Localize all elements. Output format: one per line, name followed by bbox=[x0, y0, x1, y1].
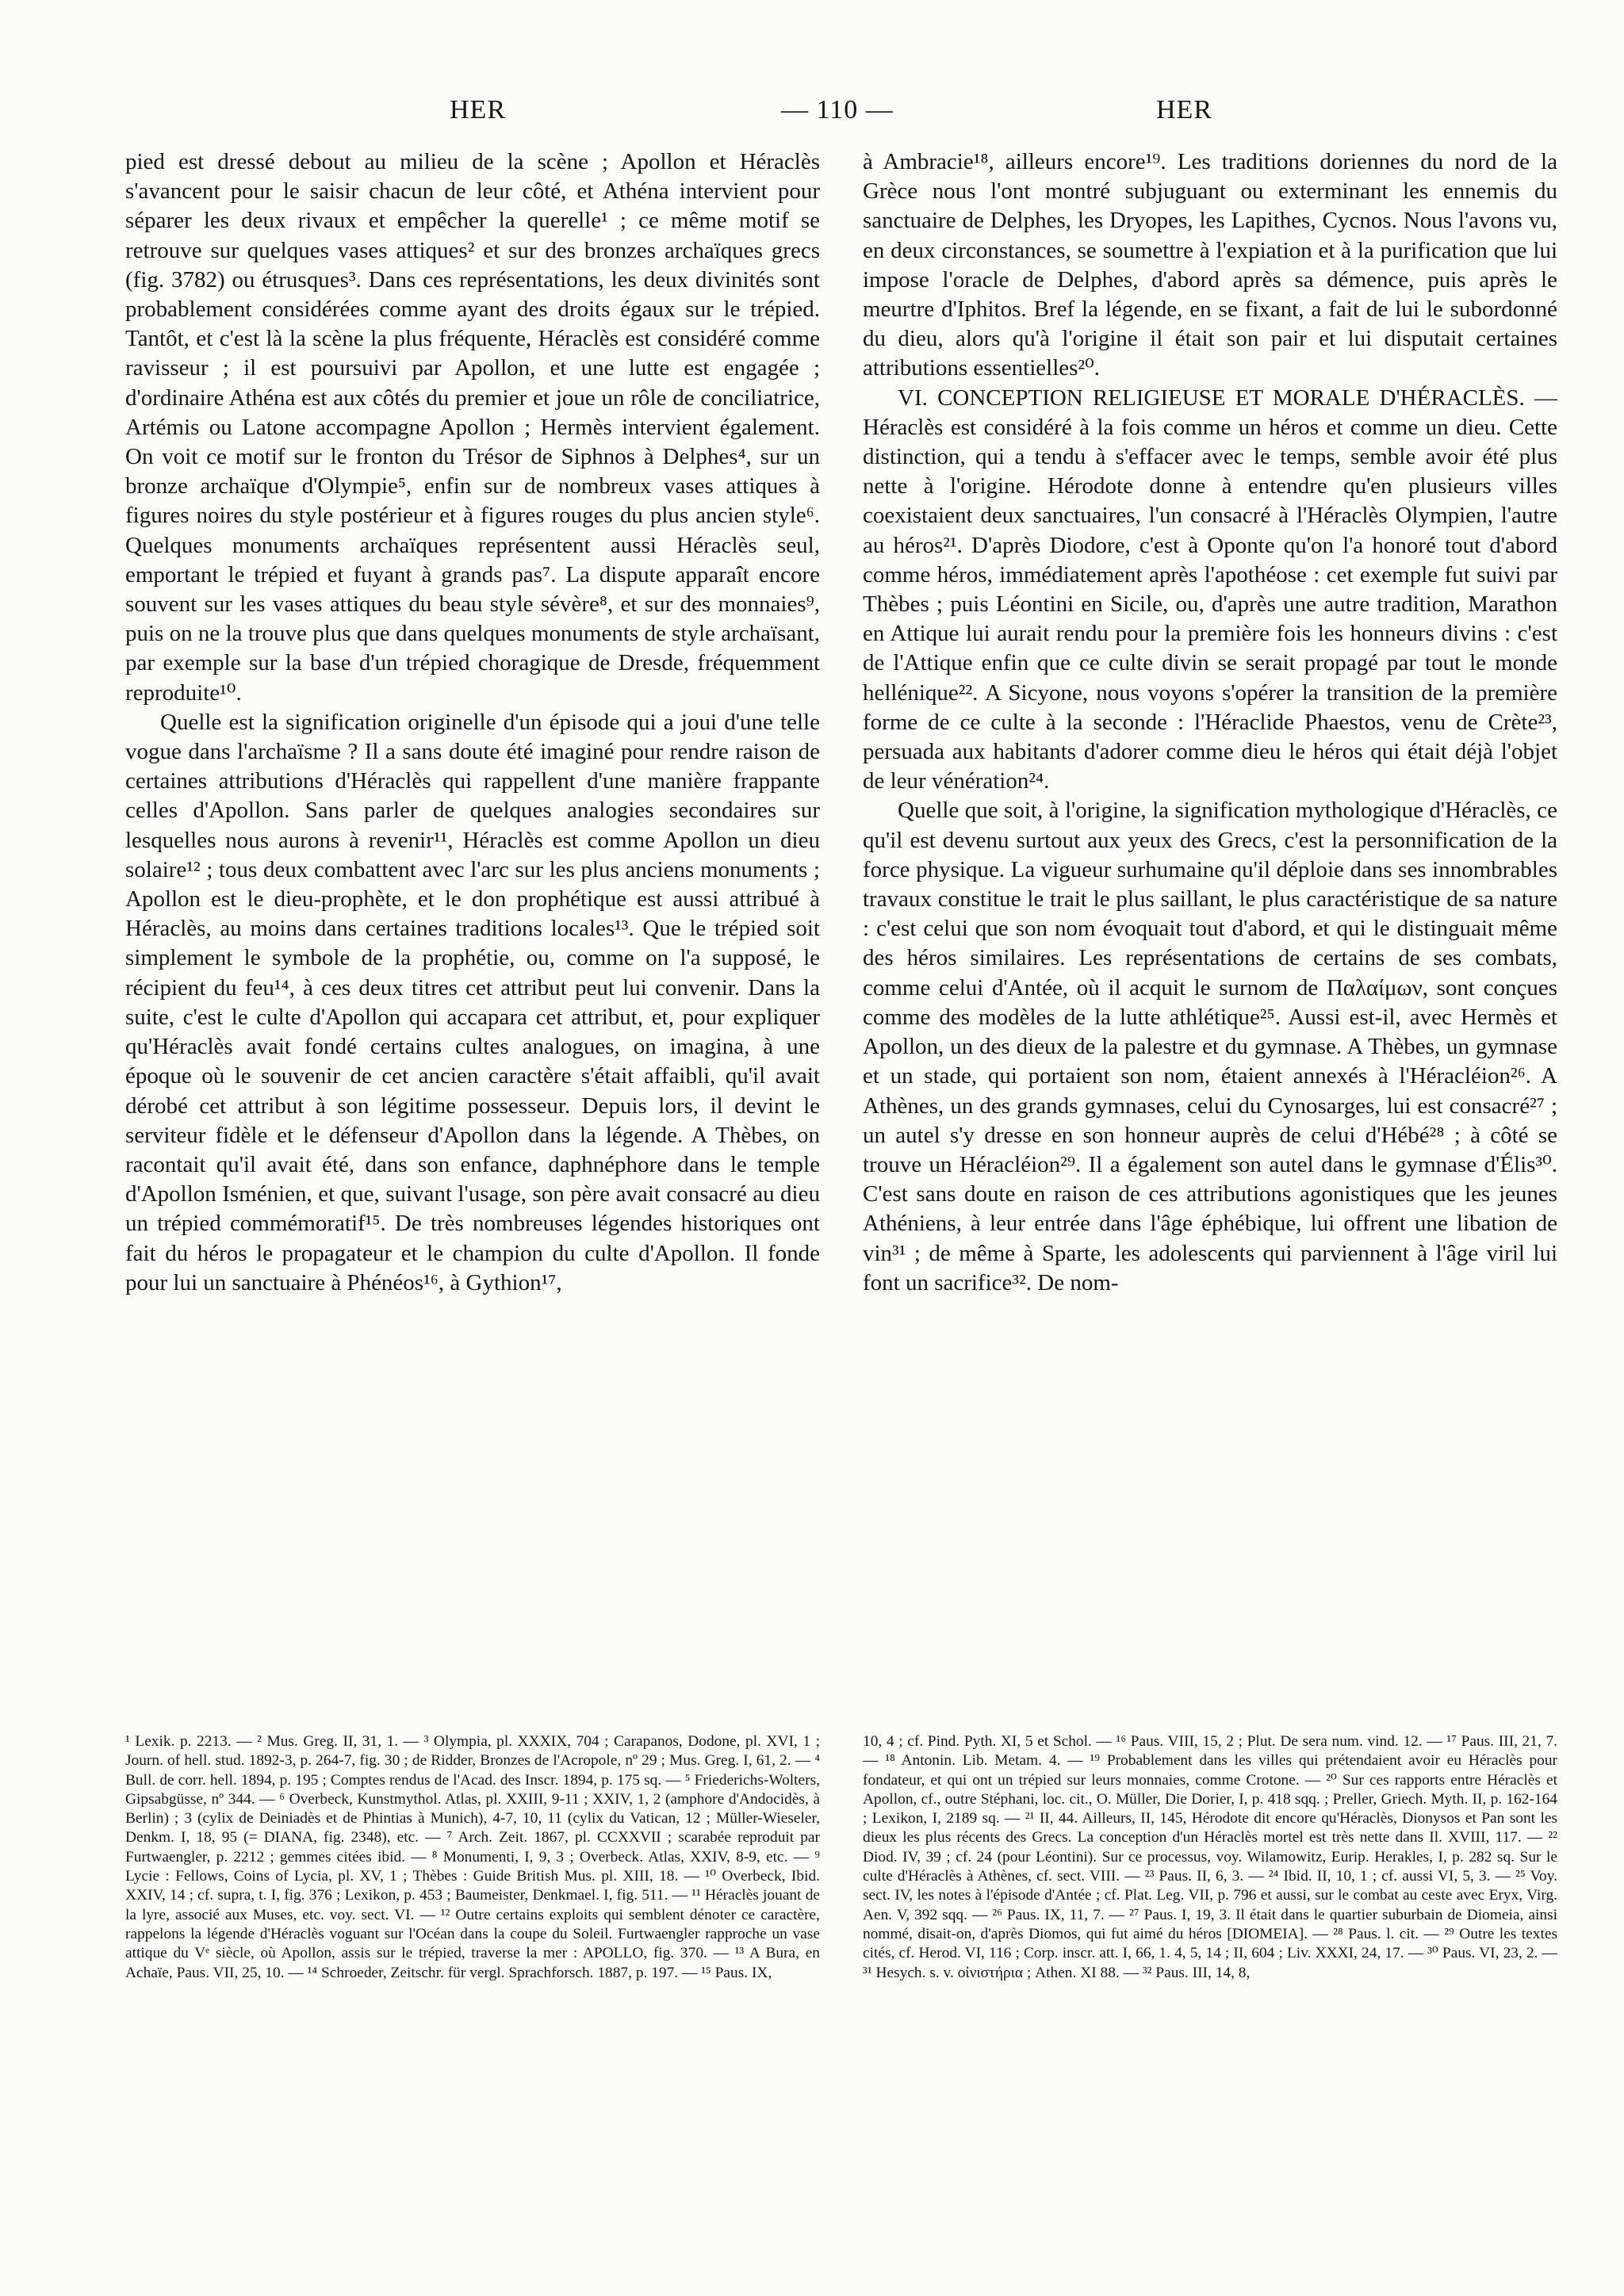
footnotes-right-text: 10, 4 ; cf. Pind. Pyth. XI, 5 et Schol. — ¹⁶ Paus. VIII, 15, 2 ; Plut. De sera num. vind. 12. — ¹⁷ Paus. III, 21, 7. — ¹⁸ Antonin. Lib. Metam. 4. — ¹⁹ Probablement dans les villes qui prétendaient avoir eu Héraclès pour fondateur, et qui ont un trépied sur leurs monnaies, comme Crotone. — ²⁰ Sur ces rapports entre Héraclès et Apollon, cf., outre Stéphani, loc. cit., O. Müller, Die Dorier, I, p. 418 sqq. ; Preller, Griech. Myth. II, p. 162-164 ; Lexikon, I, 2189 sq. — ²¹ II, 44. Ailleurs, II, 145, Hérodote dit encore qu'Héraclès, Dionysos et Pan sont les dieux les plus récents des Grecs. La conception d'un Héraclès mortel est très nette dans Il. XVIII, 117. — ²² Diod. IV, 39 ; cf. 24 (pour Léontini). Sur ce processus, voy. Wilamowitz, Eurip. Herakles, I, p. 282 sq. Sur le culte d'Héraclès à Athènes, cf. sect. VIII. — ²³ Paus. II, 6, 3. — ²⁴ Ibid. II, 10, 1 ; cf. aussi VI, 5, 3. — ²⁵ Voy. sect. IV, les notes à l'épisode d'Antée ; cf. Plat. Leg. VII, p. 796 et aussi, sur le combat au ceste avec Eryx, Virg. Aen. V, 392 sqq. — ²⁶ Paus. IX, 11, 7. — ²⁷ Paus. I, 19, 3. Il était dans le quartier suburbain de Diomeia, ainsi nommé, disait-on, d'après Diomos, qui fut aimé du héros [DIOMEIA]. — ²⁸ Paus. l. cit. — ²⁹ Outre les textes cités, cf. Herod. VI, 116 ; Corp. inscr. att. I, 66, 1. 4, 5, 14 ; II, 604 ; Liv. XXXI, 24, 17. — ³⁰ Paus. VI, 23, 2. — ³¹ Hesych. s. v. οἰνιστήρια ; Athen. XI 88. — ³² Paus. III, 14, 8, bbox=[863, 1733, 1557, 1981]
footnotes-right bbox=[863, 1732, 1557, 1983]
left-paragraph-1: pied est dressé debout au milieu de la scène ; Apollon et Héraclès s'avancent pour le saisir chacun de leur côté, et Athéna intervient pour séparer les deux rivaux et empêcher la querelle¹ ; ce même motif se retrouve sur quelques vases attiques² et sur des bronzes archaïques grecs (fig. 3782) ou étrusques³. Dans ces représentations, les deux divinités sont probablement considérées comme ayant des droits égaux sur le trépied. Tantôt, et c'est là la scène la plus fréquente, Héraclès est considéré comme ravisseur ; il est poursuivi par Apollon, et une lutte est engagée ; d'ordinaire Athéna est aux côtés du premier et joue un rôle de conciliatrice, Artémis ou Latone accompagne Apollon ; Hermès intervient également. On voit ce motif sur le fronton du Trésor de Siphnos à Delphes⁴, sur un bronze archaïque d'Olympie⁵, enfin sur de nombreux vases attiques à figures noires du style postérieur et à figures rouges du plus ancien style⁶. Quelques monuments archaïques représentent aussi Héraclès seul, emportant le trépied et fuyant à grands pas⁷. La dispute apparaît encore souvent sur les vases attiques du beau style sévère⁸, et sur des monnaies⁹, puis on ne la trouve plus que dans quelques monuments de style archaïsant, par exemple sur la base d'un trépied choragique de Dresde, fréquemment reproduite¹⁰. bbox=[125, 149, 820, 706]
right-paragraph-1: à Ambracie¹⁸, ailleurs encore¹⁹. Les traditions doriennes du nord de la Grèce nous l'ont montré subjuguant ou exterminant les ennemis du sanctuaire de Delphes, les Dryopes, les Lapithes, Cycnos. Nous l'avons vu, en deux circonstances, se soumettre à l'expiation et à la purification que lui impose l'oracle de Delphes, d'abord après sa démence, puis après le meurtre d'Iphitos. Bref la légende, en se fixant, a fait de lui le subordonné du dieu, alors qu'à l'origine il était son pair et lui disputait certaines attributions essentielles²⁰. bbox=[863, 149, 1557, 381]
left-paragraph-2: Quelle est la signification originelle d'un épisode qui a joui d'une telle vogue dans l'archaïsme ? Il a sans doute été imaginé pour rendre raison de certaines attributions d'Héraclès qui rappellent d'une manière frappante celles d'Apollon. Sans parler de quelques analogies secondaires sur lesquelles nous aurons à revenir¹¹, Héraclès est comme Apollon un dieu solaire¹² ; tous deux combattent avec l'arc sur les plus anciens monuments ; Apollon est le dieu-prophète, et le don prophétique est aussi attribué à Héraclès, au moins dans certaines traditions locales¹³. Que le trépied soit simplement le symbole de la prophétie, ou, comme on l'a supposé, le récipient du feu¹⁴, à ces deux titres cet attribut peut lui convenir. Dans la suite, c'est le culte d'Apollon qui accapara cet attribut, et, pour expliquer qu'Héraclès avait fondé certains cultes analogues, on imagina, à une époque où le souvenir de cet ancien caractère s'était affaibli, qu'il avait dérobé cet attribut à son légitime possesseur. Depuis lors, il devint le serviteur fidèle et le défenseur d'Apollon dans la légende. A Thèbes, on racontait qu'il avait été, dans son enfance, daphnéphore dans le temple d'Apollon Isménien, et que, suivant l'usage, son père avait consacré au dieu un trépied commémoratif¹⁵. De très nombreuses légendes historiques ont fait du héros le propagateur et le champion du culte d'Apollon. Il fonde pour lui un sanctuaire à Phénéos¹⁶, à Gythion¹⁷, bbox=[125, 709, 820, 1295]
left-column bbox=[125, 147, 820, 1298]
running-head-left: HER bbox=[450, 95, 506, 124]
footnotes-left-text: ¹ Lexik. p. 2213. — ² Mus. Greg. II, 31, 1. — ³ Olympia, pl. XXXIX, 704 ; Carapanos, Dodone, pl. XVI, 1 ; Journ. of hell. stud. 1892-3, p. 264-7, fig. 30 ; de Ridder, Bronzes de l'Acropole, nº 29 ; Mus. Greg. I, 61, 2. — ⁴ Bull. de corr. hell. 1894, p. 195 ; Comptes rendus de l'Acad. des Inscr. 1894, p. 175 sq. — ⁵ Friederichs-Wolters, Gipsabgüsse, nº 344. — ⁶ Overbeck, Kunstmythol. Atlas, pl. XXIII, 9-11 ; XXIV, 1, 2 (amphore d'Andocidès, à Berlin) ; 3 (cylix de Deiniadès et de Phintias à Munich), 4-7, 10, 11 (cylix du Vatican, 12 ; Müller-Wieseler, Denkm. I, 18, 95 (= DIANA, fig. 2348), etc. — ⁷ Arch. Zeit. 1867, pl. CCXXVII ; scarabée reproduit par Furtwaengler, p. 2212 ; gemmes citées ibid. — ⁸ Monumenti, I, 9, 3 ; Overbeck. Atlas, XXIV, 8-9, etc. — ⁹ Lycie : Fellows, Coins of Lycia, pl. XV, 1 ; Thèbes : Guide British Mus. pl. XIII, 18. — ¹⁰ Overbeck, Ibid. XXIV, 14 ; cf. supra, t. I, fig. 376 ; Lexikon, p. 453 ; Baumeister, Denkmael. I, fig. 511. — ¹¹ Héraclès jouant de la lyre, associé aux Muses, etc. voy. sect. VI. — ¹² Outre certains exploits qui semblent dénoter ce caractère, rappelons la légende d'Héraclès voguant sur l'Océan dans la coupe du Soleil. Furtwaengler rapproche un vase attique du Vᵉ siècle, où Apollon, assis sur le trépied, traverse la mer : APOLLO, fig. 370. — ¹³ A Bura, en Achaïe, Paus. VII, 25, 10. — ¹⁴ Schroeder, Zeitschr. für vergl. Sprachforsch. 1887, p. 197. — ¹⁵ Paus. IX, bbox=[125, 1733, 820, 1981]
footnotes-left bbox=[125, 1732, 820, 1983]
page-number: — 110 — bbox=[781, 95, 894, 124]
right-paragraph-3: Quelle que soit, à l'origine, la signification mythologique d'Héraclès, ce qu'il est devenu surtout aux yeux des Grecs, c'est la personnification de la force physique. La vigueur surhumaine qu'il déploie dans ses innombrables travaux constitue le trait le plus saillant, le plus caractéristique de sa nature : c'est celui que son nom évoquait tout d'abord, et qui le distinguait même des héros similaires. Les représentations de certains de ses combats, comme celui d'Antée, où il acquit le surnom de Παλαίμων, sont conçues comme des modèles de la lutte athlétique²⁵. Aussi est-il, avec Hermès et Apollon, un des dieux de la palestre et du gymnase. A Thèbes, un gymnase et un stade, qui portaient son nom, étaient annexés à l'Héracléion²⁶. A Athènes, un des grands gymnases, celui du Cynosarges, lui est consacré²⁷ ; un autel s'y dresse en son honneur auprès de celui d'Hébé²⁸ ; à côté se trouve un Héracléion²⁹. Il a également son autel dans le gymnase d'Élis³⁰. C'est sans doute en raison de ces attributions agonistiques que les jeunes Athéniens, à leur entrée dans l'âge éphébique, lui offrent une libation de vin³¹ ; de même à Sparte, les adolescents qui parviennent à l'âge viril lui font un sacrifice³². De nom- bbox=[863, 798, 1557, 1295]
right-paragraph-section-vi: VI. CONCEPTION RELIGIEUSE ET MORALE D'HÉRACLÈS. — Héraclès est considéré à la fois comme un héros et comme un dieu. Cette distinction, qui a tendu à s'effacer avec le temps, semble avoir été plus nette à l'origine. Hérodote donne à entendre qu'en plusieurs villes coexistaient deux sanctuaires, l'un consacré à l'Héraclès Olympien, l'autre au héros²¹. D'après Diodore, c'est à Oponte qu'on l'a honoré tout d'abord comme héros, immédiatement après l'apothéose : cet exemple fut suivi par Thèbes ; puis Léontini en Sicile, ou, d'après une autre tradition, Marathon en Attique lui aurait rendu pour la première fois les honneurs divins : c'est de l'Attique enfin que ce culte divin se serait propagé par tout le monde hellénique²². A Sicyone, nous voyons s'opérer la transition de la première forme de ce culte à la seconde : l'Héraclide Phaestos, venu de Crète²³, persuada aux habitants d'adorer comme dieu le héros qui était déjà l'objet de leur vénération²⁴. bbox=[863, 385, 1557, 794]
right-column bbox=[863, 147, 1557, 1298]
running-head-right: HER bbox=[1156, 95, 1212, 124]
